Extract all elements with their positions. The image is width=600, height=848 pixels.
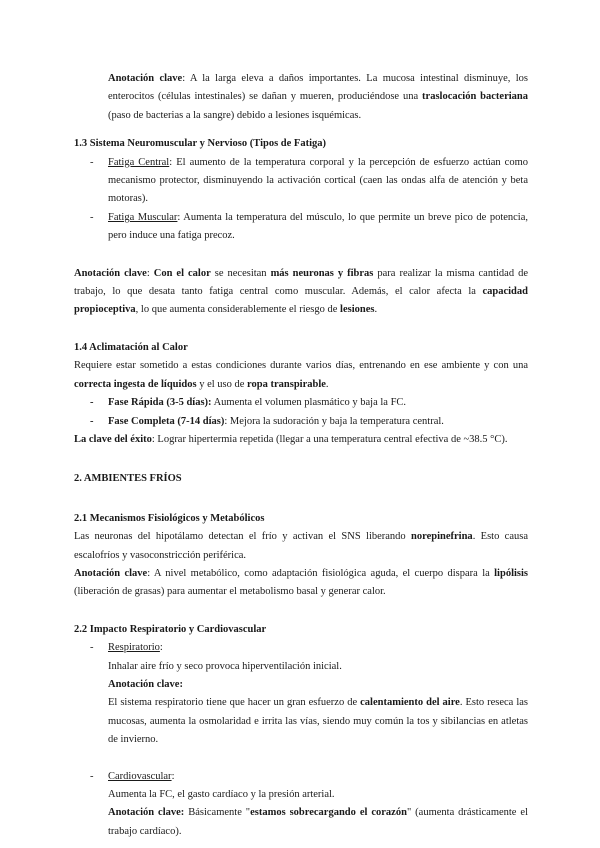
- section-2-2-heading: 2.2 Impacto Respiratorio y Cardiovascular: [74, 623, 267, 635]
- section-2-heading: 2. AMBIENTES FRÍOS: [74, 473, 182, 485]
- s21-key-annotation: Anotación clave: A nivel metabólico, como adaptación fisiológica aguda, el cuerpo dispara la lipólisis (liberación de grasas) para aumentar el metabolismo basal y generar calor.: [74, 567, 528, 598]
- list-item: - Fase Completa (7-14 días): Mejora la sudoración y baja la temperatura central.: [74, 413, 528, 431]
- list-item-respiratory: - Respiratorio: Inhalar aire frío y seco provoca hiperventilación inicial. Anotación clave: El sistema respiratorio tiene que hacer un gran esfuerzo de calentamiento del aire. Esto reseca las mucosas, aumenta la osmolaridad e irrita las vías, siendo muy común la tos y sibilancias en atletas de invierno.: [74, 639, 528, 749]
- list-item: - Fatiga Muscular: Aumenta la temperatura del músculo, lo que permite un breve pico de potencia, pero induce una fatiga precoz.: [74, 209, 528, 246]
- section-1-3-heading: 1.3 Sistema Neuromuscular y Nervioso (Tipos de Fatiga): [74, 138, 326, 150]
- list-item-cardiovascular: - Cardiovascular: Aumenta la FC, el gasto cardíaco y la presión arterial. Anotación clave: Básicamente "estamos sobrecargando el corazón" (aumenta drásticamente el trabajo cardíaco).: [74, 768, 528, 842]
- section-1-4-heading: 1.4 Aclimatación al Calor: [74, 341, 188, 353]
- s14-intro: Requiere estar sometido a estas condiciones durante varios días, entrenando en ese ambiente y con una correcta ingesta de líquidos y el uso de ropa transpirable.: [74, 360, 528, 390]
- section-2-1-heading: 2.1 Mecanismos Fisiológicos y Metabólicos: [74, 512, 265, 524]
- list-item: - Fase Rápida (3-5 días): Aumenta el volumen plasmático y baja la FC.: [74, 394, 528, 412]
- list-item: - Fatiga Central: El aumento de la temperatura corporal y la percepción de esfuerzo actúan como mecanismo protector, disminuyendo la activación cortical (caen las ondas alfa de atención y beta motoras).: [74, 154, 528, 209]
- s13-key-annotation: Anotación clave: Con el calor se necesitan más neuronas y fibras para realizar la misma cantidad de trabajo, lo que desata tanto fatiga central como muscular. Además, el calor afecta la capacidad propioceptiva, lo que aumenta considerablemente el riesgo de lesiones.: [74, 267, 528, 316]
- document-page: [74, 70, 528, 841]
- fatigue-types-list: [74, 154, 528, 246]
- s12-key-annotation: Anotación clave: A la larga eleva a daños importantes. La mucosa intestinal disminuye, los enterocitos (células intestinales) se dañan y mueren, produciéndose una traslocación bacteriana (paso de bacterias a la sangre) debido a lesiones isquémicas.: [108, 73, 528, 121]
- s21-paragraph: Las neuronas del hipotálamo detectan el frío y activan el SNS liberando norepinefrina. Esto causa escalofríos y vasoconstricción periférica.: [74, 531, 528, 561]
- impact-list: [74, 639, 528, 841]
- key-to-success: La clave del éxito: Lograr hipertermia repetida (llegar a una temperatura central efectiva de ~38.5 °C).: [74, 433, 508, 445]
- acclimatization-phases-list: [74, 394, 528, 431]
- list-spacer: [74, 750, 528, 768]
